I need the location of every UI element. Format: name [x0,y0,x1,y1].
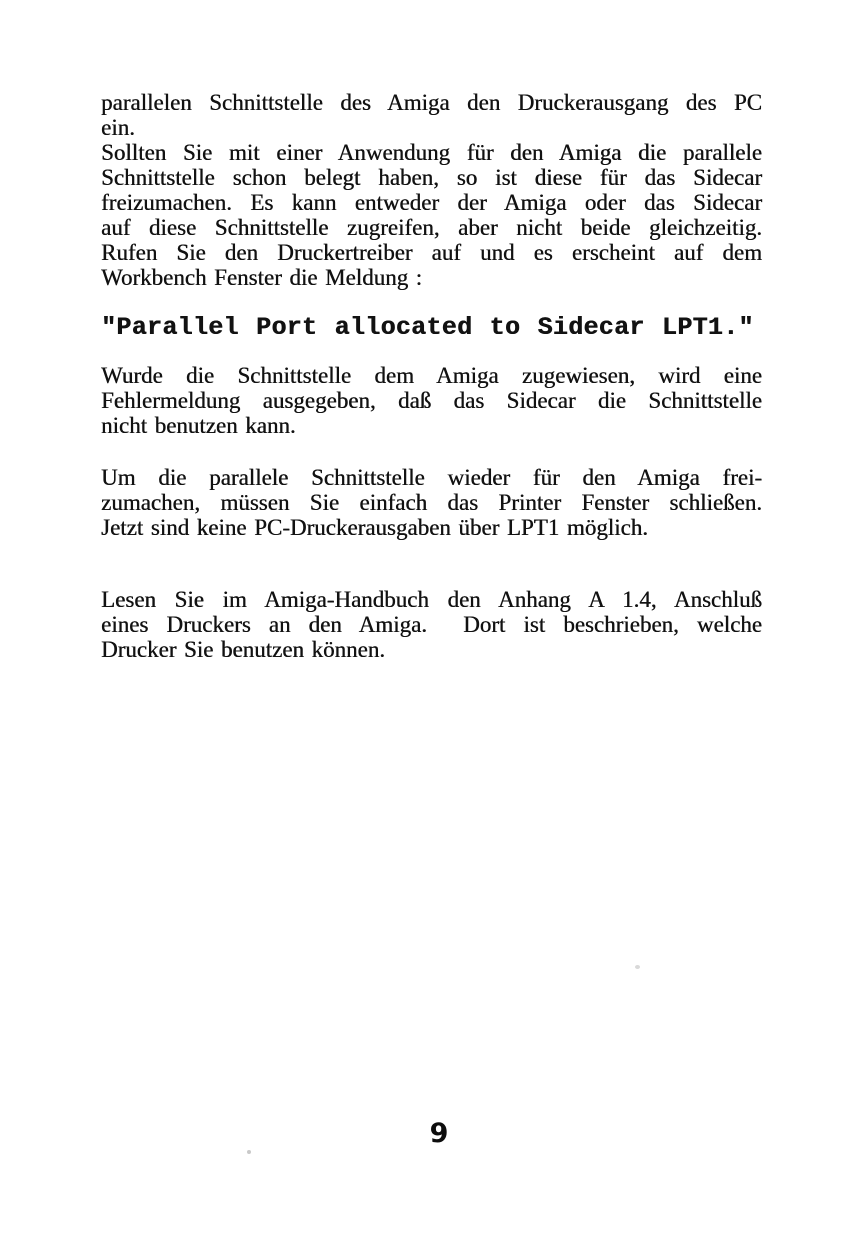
text-line: zumachen, müssen Sie einfach das Printer Fenster schließen. [101,490,762,515]
text-line: "Parallel Port allocated to Sidecar LPT1." [101,313,754,342]
text-line: freizumachen. Es kann entweder der Amiga oder das Sidecar [101,190,762,215]
text-line: auf diese Schnittstelle zugreifen, aber nicht beide gleichzeitig. [101,215,762,240]
text-line: Rufen Sie den Druckertreiber auf und es erscheint auf dem [101,240,762,265]
text-line: nicht benutzen kann. [101,413,296,438]
paragraph-intro [101,90,762,290]
text-line: Wurde die Schnittstelle dem Amiga zugewiesen, wird eine [101,363,762,388]
scan-speck [635,965,640,969]
text-line: Sollten Sie mit einer Anwendung für den Amiga die parallele [101,140,762,165]
text-line: Schnittstelle schon belegt haben, so ist diese für das Sidecar [101,165,762,190]
paragraph-manual-reference [101,587,762,662]
system-message-quote [101,315,762,341]
text-line: Fehlermeldung ausgegeben, daß das Sidecar die Schnittstelle [101,388,762,413]
paragraph-free-port [101,465,762,540]
text-line: Lesen Sie im Amiga-Handbuch den Anhang A 1.4, Anschluß [101,587,762,612]
page-number: 9 [429,1118,449,1149]
text-line: parallelen Schnittstelle des Amiga den Druckerausgang des PC [101,90,762,115]
text-line: Jetzt sind keine PC-Druckerausgaben über LPT1 möglich. [101,515,648,540]
text-line: eines Druckers an den Amiga. Dort ist beschrieben, welche [101,612,762,637]
text-line: ein. [101,115,135,140]
text-block [101,90,762,662]
text-line: Drucker Sie benutzen können. [101,637,385,662]
scan-speck [247,1150,251,1154]
text-line: Workbench Fenster die Meldung : [101,265,423,290]
text-line: Um die parallele Schnittstelle wieder für den Amiga frei- [101,465,762,490]
paragraph-error-message [101,363,762,438]
